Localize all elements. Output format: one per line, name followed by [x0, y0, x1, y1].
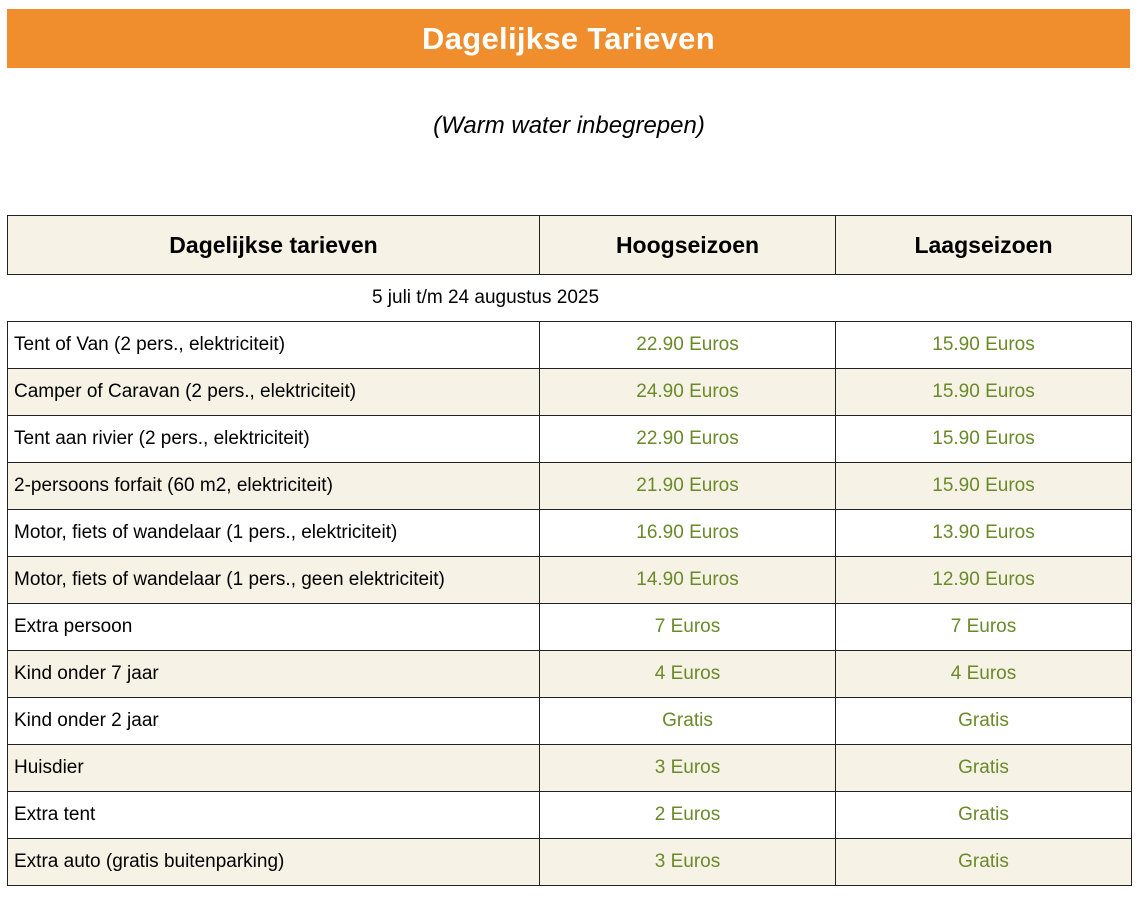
row-label: Extra auto (gratis buitenparking): [8, 839, 540, 886]
table-row: [8, 416, 1132, 463]
row-label: Huisdier: [8, 745, 540, 792]
low-season-price: 15.90 Euros: [836, 369, 1132, 416]
high-season-price: 2 Euros: [540, 792, 836, 839]
low-season-price: 15.90 Euros: [836, 322, 1132, 369]
high-season-price: 4 Euros: [540, 651, 836, 698]
table-row: [8, 651, 1132, 698]
row-label: 2-persoons forfait (60 m2, elektriciteit): [8, 463, 540, 510]
table-row: [8, 557, 1132, 604]
column-header-item: Dagelijkse tarieven: [8, 216, 540, 275]
high-season-price: 16.90 Euros: [540, 510, 836, 557]
row-label: Camper of Caravan (2 pers., elektriciteit): [8, 369, 540, 416]
high-season-price: 21.90 Euros: [540, 463, 836, 510]
low-season-price: Gratis: [836, 745, 1132, 792]
table-row: [8, 369, 1132, 416]
page-subtitle: (Warm water inbegrepen): [433, 112, 705, 139]
season-period: 5 juli t/m 24 augustus 2025: [8, 275, 1132, 322]
high-season-price: 24.90 Euros: [540, 369, 836, 416]
low-season-price: 15.90 Euros: [836, 416, 1132, 463]
table-row: [8, 322, 1132, 369]
row-label: Extra persoon: [8, 604, 540, 651]
table-row: [8, 792, 1132, 839]
table-header-row: [8, 216, 1132, 275]
period-row: [8, 275, 1132, 322]
low-season-price: 4 Euros: [836, 651, 1132, 698]
row-label: Motor, fiets of wandelaar (1 pers., elektriciteit): [8, 510, 540, 557]
rates-table: [7, 215, 1132, 886]
table-row: [8, 463, 1132, 510]
high-season-price: 14.90 Euros: [540, 557, 836, 604]
high-season-price: 3 Euros: [540, 839, 836, 886]
column-header-low-season: Laagseizoen: [836, 216, 1132, 275]
high-season-price: 7 Euros: [540, 604, 836, 651]
row-label: Extra tent: [8, 792, 540, 839]
high-season-price: Gratis: [540, 698, 836, 745]
low-season-price: Gratis: [836, 839, 1132, 886]
column-header-high-season: Hoogseizoen: [540, 216, 836, 275]
page-title: Dagelijkse Tarieven: [422, 20, 715, 56]
table-row: [8, 698, 1132, 745]
row-label: Kind onder 7 jaar: [8, 651, 540, 698]
row-label: Kind onder 2 jaar: [8, 698, 540, 745]
low-season-price: 7 Euros: [836, 604, 1132, 651]
row-label: Tent aan rivier (2 pers., elektriciteit): [8, 416, 540, 463]
high-season-price: 3 Euros: [540, 745, 836, 792]
low-season-price: Gratis: [836, 792, 1132, 839]
row-label: Motor, fiets of wandelaar (1 pers., geen elektriciteit): [8, 557, 540, 604]
table-row: [8, 745, 1132, 792]
low-season-price: Gratis: [836, 698, 1132, 745]
low-season-price: 15.90 Euros: [836, 463, 1132, 510]
low-season-price: 13.90 Euros: [836, 510, 1132, 557]
low-season-price: 12.90 Euros: [836, 557, 1132, 604]
title-banner: [7, 9, 1130, 68]
high-season-price: 22.90 Euros: [540, 322, 836, 369]
table-row: [8, 604, 1132, 651]
row-label: Tent of Van (2 pers., elektriciteit): [8, 322, 540, 369]
table-row: [8, 510, 1132, 557]
high-season-price: 22.90 Euros: [540, 416, 836, 463]
table-row: [8, 839, 1132, 886]
